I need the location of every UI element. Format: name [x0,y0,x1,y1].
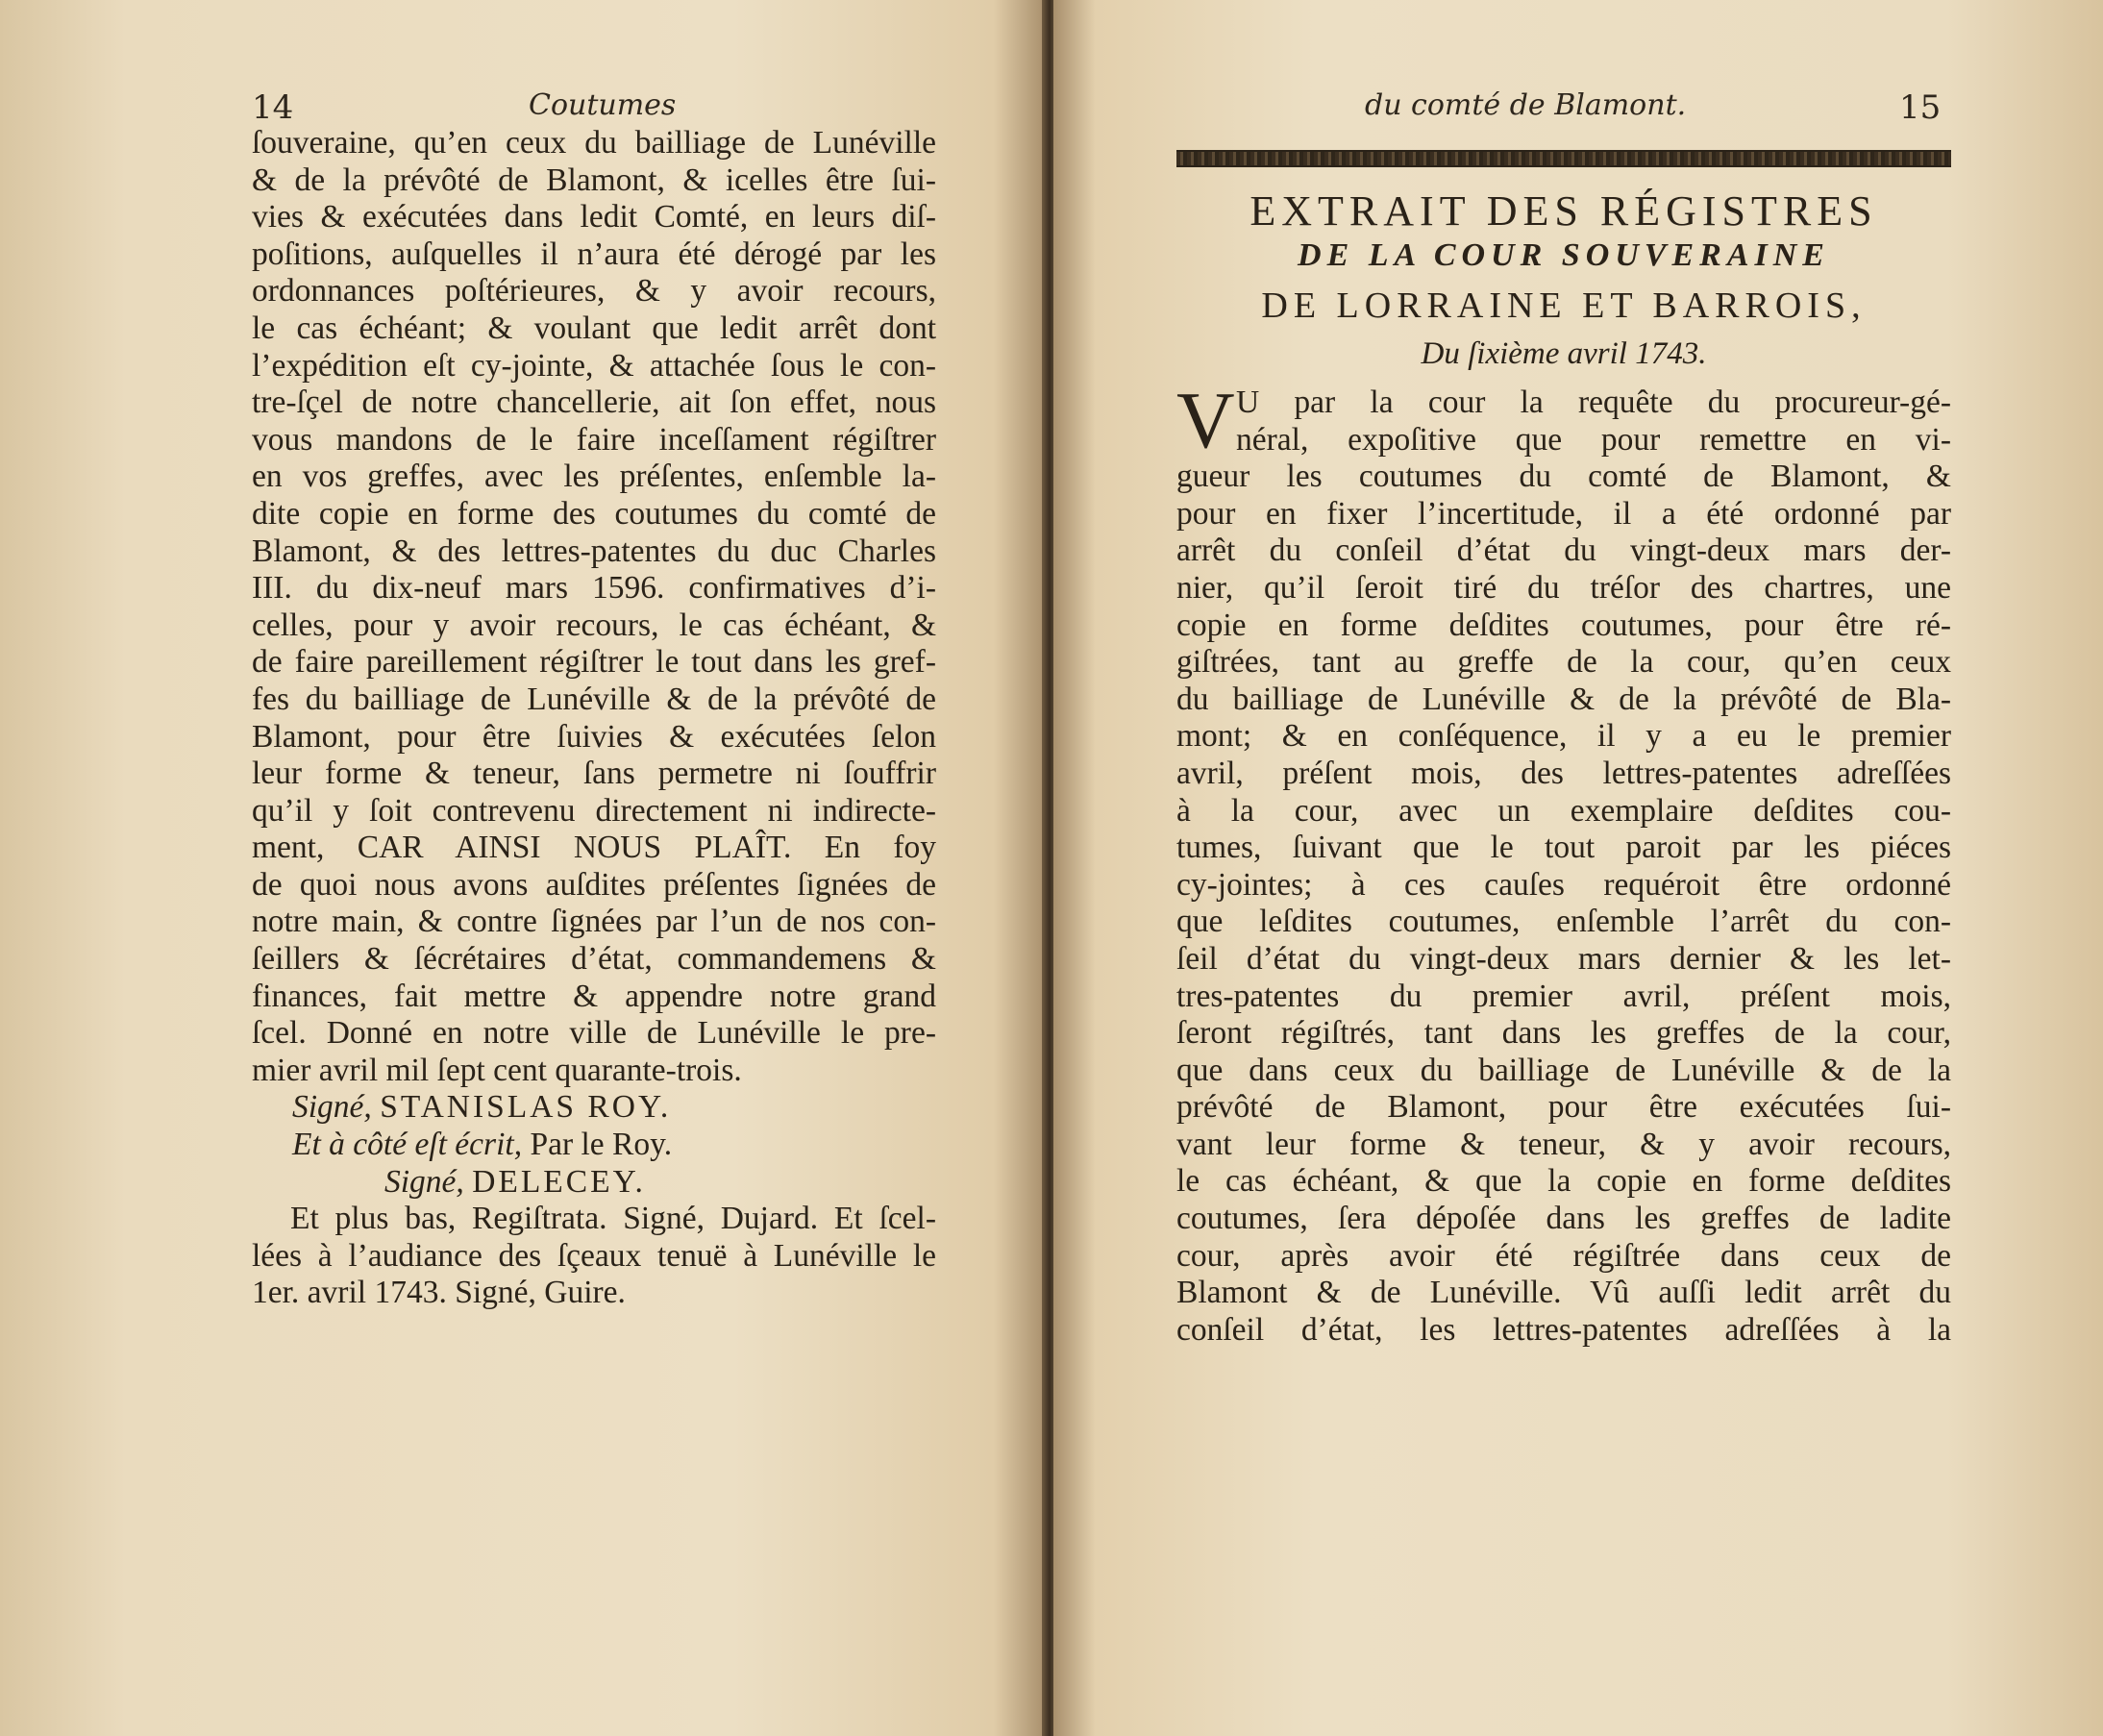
text-line: néral, expoſitive que pour remettre en vi- [1236,421,1951,458]
text-line: copie en forme deſdites coutumes, pour être ré- [1176,607,1951,643]
text-line: pour en fixer l’incertitude, il a été ordonné par [1176,495,1951,532]
text-line: poſitions, auſquelles il n’aura été dérogé par les [252,236,936,272]
text-line: cour, après avoir été régiſtrée dans ceux de [1176,1237,1951,1274]
registration-line: lées à l’audiance des ſçeaux tenuë à Lunéville le [252,1237,936,1274]
ornamental-rule [1176,150,1951,167]
heading-date: Du ſixième avril 1743. [1421,336,1707,371]
text-line: que leſdites coutumes, enſemble l’arrêt du con- [1176,904,1951,940]
text-line: qu’il y ſoit contrevenu directement ni indirecte- [252,792,936,829]
text-line: vies & exécutées dans ledit Comté, en leurs diſ- [252,199,936,236]
text-line: l’expédition eſt cy-jointe, & attachée ſous le con- [252,347,936,384]
text-line: & de la prévôté de Blamont, & icelles être ſui- [252,161,936,198]
text-line: mont; & en conſéquence, il y a eu le premier [1176,718,1951,755]
text-line: cy-jointes; à ces cauſes requéroit être ordonné [1176,866,1951,903]
heading-lorraine: DE LORRAINE ET BARROIS, [1261,285,1867,326]
registration-line: Et plus bas, Regiſtrata. Signé, Dujard. Et ſcel- [290,1201,936,1237]
text-line: arrêt du conſeil d’état du vingt-deux mars der- [1176,533,1951,569]
right-running-head: du comté de Blamont. [1365,88,1687,122]
text-line: de quoi nous avons auſdites préſentes ſignées de [252,866,936,903]
right-page-number: 15 [1899,88,1942,127]
text-line: vous mandons de le faire inceſſament régiſtrer [252,421,936,458]
heading-cour: DE LA COUR SOUVERAINE [1298,237,1830,273]
drop-cap: V [1176,376,1235,465]
text-line: le cas échéant, & que la copie en forme deſdites [1176,1163,1951,1200]
text-line: leur forme & teneur, ſans permetre ni ſouffrir [252,756,936,792]
beside-text: Par le Roy. [530,1127,673,1163]
text-line: nier, qu’il ſeroit tiré du tréſor des chartres, une [1176,569,1951,606]
text-line: ſeillers & ſécrétaires d’état, commandemens & [252,941,936,978]
text-line: gueur les coutumes du comté de Blamont, & [1176,459,1951,495]
signer-name: DELECEY. [472,1163,646,1200]
text-line: ſouveraine, qu’en ceux du bailliage de Lunéville [252,125,936,161]
signed-label: Signé, [384,1163,464,1200]
text-line: à la cour, avec un exemplaire deſdites cou- [1176,792,1951,829]
text-line: ment, CAR AINSI NOUS PLAÎT. En foy [252,830,936,866]
text-line: mier avril mil ſept cent quarante-trois. [252,1052,742,1088]
right-page [1053,0,2103,1736]
text-line: III. du dix-neuf mars 1596. confirmatives d’i- [252,570,936,607]
registration-line: 1er. avril 1743. Signé, Guire. [252,1275,626,1311]
text-line: que dans ceux du bailliage de Lunéville & de la [1176,1052,1951,1088]
text-line: le cas échéant; & voulant que ledit arrêt dont [252,310,936,346]
text-line: ordonnances poſtérieures, & y avoir recours, [252,273,936,310]
text-line: prévôté de Blamont, pour être exécutées ſui- [1176,1089,1951,1126]
text-line: du bailliage de Lunéville & de la prévôté de Bla- [1176,681,1951,717]
left-page-number: 14 [252,88,294,127]
text-line: U par la cour la requête du procureur-gé- [1236,384,1951,420]
text-line: Blamont & de Lunéville. Vû auſſi ledit arrêt du [1176,1275,1951,1311]
signer-name: STANISLAS ROY. [380,1089,672,1126]
heading-extrait: EXTRAIT DES RÉGISTRES [1249,187,1878,235]
text-line: notre main, & contre ſignées par l’un de nos con- [252,904,936,940]
text-line: tres-patentes du premier avril, préſent mois, [1176,978,1951,1014]
left-running-head: Coutumes [529,88,677,122]
text-line: giſtrées, tant au greffe de la cour, qu’en ceux [1176,644,1951,681]
text-line: ſeil d’état du vingt-deux mars dernier & les let- [1176,940,1951,977]
text-line: en vos greffes, avec les préſentes, enſemble la- [252,459,936,495]
text-line: celles, pour y avoir recours, le cas échéant, & [252,607,936,643]
beside-label: Et à côté eſt écrit, [292,1127,523,1163]
text-line: finances, fait mettre & appendre notre grand [252,978,936,1014]
left-body-text [252,125,936,1312]
text-line: tumes, ſuivant que le tout paroit par les piéces [1176,830,1951,866]
signature-delecey [252,1164,936,1202]
signature-stanislas [252,1089,936,1127]
text-line: avril, préſent mois, des lettres-patentes adreſſées [1176,755,1951,791]
text-line: coutumes, ſera dépoſée dans les greffes de ladite [1176,1201,1951,1237]
text-line: dite copie en forme des coutumes du comté de [252,495,936,532]
text-line: ſeront régiſtrés, tant dans les greffes de la cour, [1176,1015,1951,1052]
text-line: fes du bailliage de Lunéville & de la prévôté de [252,681,936,717]
text-line: de faire pareillement régiſtrer le tout dans les gref- [252,644,936,681]
text-line: vant leur forme & teneur, & y avoir recours, [1176,1126,1951,1162]
text-line: Blamont, pour être ſuivies & exécutées ſelon [252,718,936,755]
right-body-text [1176,376,1951,1349]
text-line: conſeil d’état, les lettres-patentes adreſſées à la [1176,1311,1951,1348]
countersign-note [252,1127,936,1164]
text-line: tre-ſçel de notre chancellerie, ait ſon effet, nous [252,384,936,421]
signed-label: Signé, [292,1089,372,1126]
text-line: Blamont, & des lettres-patentes du duc Charles [252,533,936,569]
text-line: ſcel. Donné en notre ville de Lunéville le pre- [252,1015,936,1052]
left-page [0,0,1046,1736]
